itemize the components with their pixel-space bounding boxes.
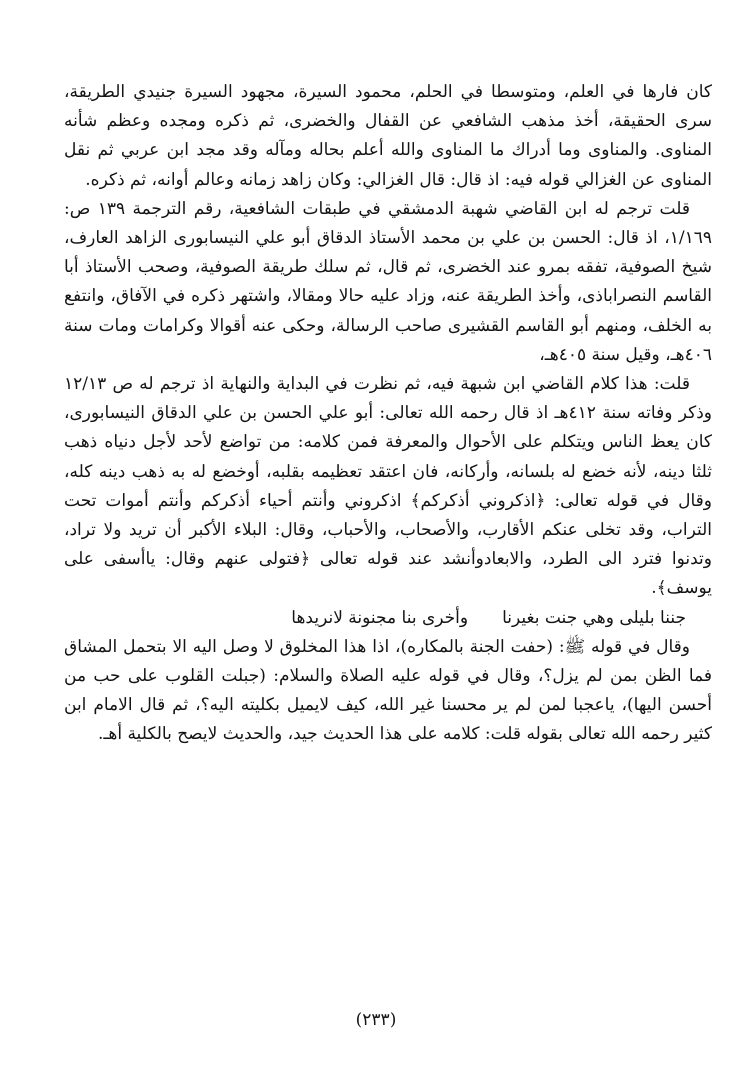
body-text bbox=[64, 78, 712, 750]
page-number: (٢٣٣) bbox=[355, 1010, 397, 1030]
verse-second-half: وأخرى بنا مجنونة لانريدها bbox=[291, 607, 469, 628]
paragraph-1: كان فارها في العلم، ومتوسطا في الحلم، محمود السيرة، مجهود السيرة جنيدي الطريقة، سرى الحقيقة، أخذ مذهب الشافعي عن القفال والخضرى، ثم ذكره ومجده وعظم شأنه المناوى. والمناوى وما أدراك ما المناوى والله أعلم بحاله ومآله وقد مجد ابن عربي ثم نقل المناوى عن الغزالي قوله فيه: اذ قال: قال الغزالي: وكان زاهد زمانه وعالم أوانه، ثم ذكره. bbox=[64, 82, 712, 190]
poem-verse bbox=[64, 604, 712, 633]
paragraph-3: قلت: هذا كلام القاضي ابن شبهة فيه، ثم نظرت في البداية والنهاية اذ ترجم له ص ١٢/١٣ وذكر وفاته سنة ٤١٢هـ اذ قال رحمه الله تعالى: أبو علي الحسن بن علي الدقاق النيسابورى، كان يعظ الناس ويتكلم على الأحوال والمعرفة فمن كلامه: من تواضع لأحد لأجل دنياه ذهب ثلثا دينه، لأنه خضع له بلسانه، وأركانه، فان اعتقد تعظيمه بقلبه، أوخضع له به ذهب دينه كله، وقال في قوله تعالى: ﴿اذكروني أذكركم﴾ اذكروني وأنتم أحياء أذكركم وأنتم أموات تحت التراب، وقد تخلى عنكم الأقارب، والأصحاب، والأحباب، وقال: البلاء الأكبر أن تريد ولا تراد، وتدنوا فترد الى الطرد، والابعادوأنشد عند قوله تعالى ﴿فتولى عنهم وقال: ياأسفى على يوسف﴾. bbox=[64, 374, 712, 599]
verse-first-half: جننا بليلى وهي جنت بغيرنا bbox=[502, 607, 686, 628]
paragraph-2: قلت ترجم له ابن القاضي شهبة الدمشقي في طبقات الشافعية، رقم الترجمة ١٣٩ ص: ١/١٦٩، اذ قال: الحسن بن علي بن محمد الأستاذ الدقاق أبو علي النيسابورى الزاهد العارف، شيخ الصوفية، تفقه بمرو عند الخضرى، ثم قال، ثم سلك طريقة الصوفية، وصحب الأستاذ أبا القاسم النصراباذى، وأخذ الطريقة عنه، وزاد عليه حالا ومقالا، واشتهر ذكره في الآفاق، وانتفع به الخلف، ومنهم أبو القاسم القشيرى صاحب الرسالة، وحكى عنه أقوالا وكرامات ومات سنة ٤٠٦هـ، وقيل سنة ٤٠٥هـ، bbox=[64, 198, 712, 365]
paragraph-4: وقال في قوله ﷺ: (حفت الجنة بالمكاره)، اذا هذا المخلوق لا وصل اليه الا بتحمل المشاق فما الظن بمن لم يزل؟، وقال في قوله عليه الصلاة والسلام: (جبلت القلوب على حب من أحسن اليها)، ياعجبا لمن لم ير محسنا غير الله، كيف لايميل بكليته اليه؟، ثم قال الامام ابن كثير رحمه الله تعالى بقوله قلت: كلامه على هذا الحديث جيد، والحديث لايصح بالكلية أهـ. bbox=[64, 636, 712, 745]
